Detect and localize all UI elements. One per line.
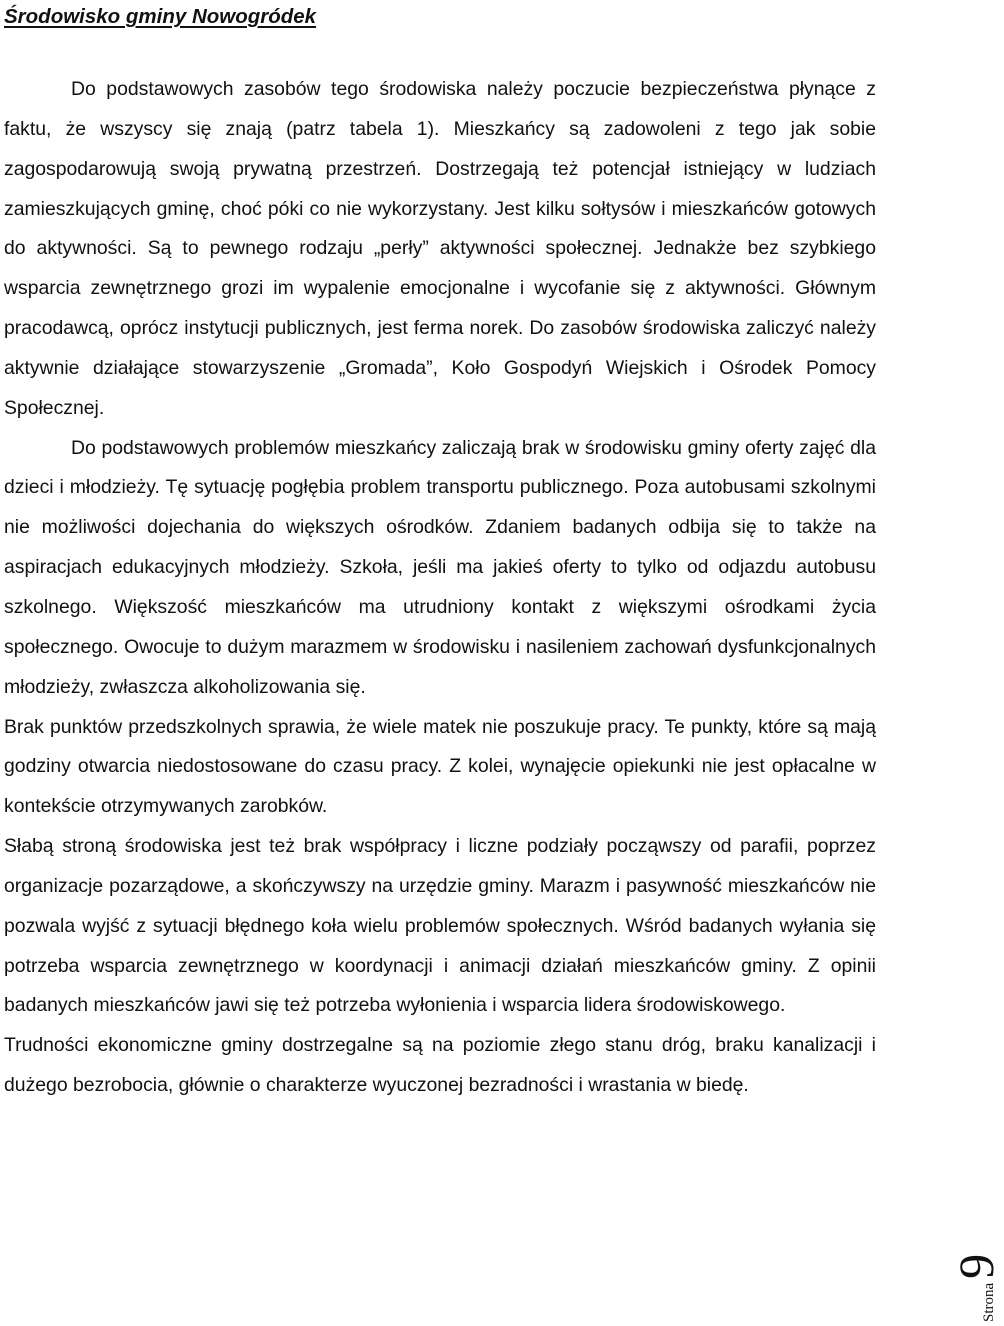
page-footer <box>916 1172 1004 1322</box>
document-page <box>4 0 876 1106</box>
paragraph-weakness: Słabą stroną środowiska jest też brak współpracy i liczne podziały począwszy od parafii, poprzez organizacje pozarządowe, a skończywszy na urzędzie gminy. Marazm i pasywność mieszkańców nie pozwala wyjść z sytuacji błędnego koła wielu problemów społecznych. Wśród badanych wyłania się potrzeba wsparcia zewnętrznego w koordynacji i animacji działań mieszkańców gminy. Z opinii badanych mieszkańców jawi się też potrzeba wyłonienia i wsparcia lidera środowiskowego. <box>4 835 876 1017</box>
document-body <box>4 70 876 1106</box>
page-number: 9 <box>948 1253 1004 1279</box>
paragraph-preschool: Brak punktów przedszkolnych sprawia, że wiele matek nie poszukuje pracy. Te punkty, które są mają godziny otwarcia niedostosowane do czasu pracy. Z kolei, wynajęcie opiekunki nie jest opłacalne w kontekście otrzymywanych zarobków. <box>4 715 876 818</box>
section-heading: Środowisko gminy Nowogródek <box>4 5 317 28</box>
paragraph-problems: Do podstawowych problemów mieszkańcy zaliczają brak w środowisku gminy oferty zajęć dla dzieci i młodzieży. Tę sytuację pogłębia problem transportu publicznego. Poza autobusami szkolnymi nie możliwości dojechania do większych ośrodków. Zdaniem badanych odbija się to także na aspiracjach edukacyjnych młodzieży. Szkoła, jeśli ma jakieś oferty to tylko od odjazdu autobusu szkolnego. Większość mieszkańców ma utrudniony kontakt z większymi ośrodkami życia społecznego. Owocuje to dużym marazmem w środowisku i nasileniem zachowań dysfunkcjonalnych młodzieży, zwłaszcza alkoholizowania się. <box>4 436 876 698</box>
paragraph-resources: Do podstawowych zasobów tego środowiska należy poczucie bezpieczeństwa płynące z faktu, że wszyscy się znają (patrz tabela 1). Mieszkańcy są zadowoleni z tego jak sobie zagospodarowują swoją prywatną przestrzeń. Dostrzegają też potencjał istniejący w ludziach zamieszkujących gminę, choć póki co nie wykorzystany. Jest kilku sołtysów i mieszkańców gotowych do aktywności. Są to pewnego rodzaju „perły” aktywności społecznej. Jednakże bez szybkiego wsparcia zewnętrznego grozi im wypalenie emocjonalne i wycofanie się z aktywności. Głównym pracodawcą, oprócz instytucji publicznych, jest ferma norek. Do zasobów środowiska zaliczyć należy aktywnie działające stowarzyszenie „Gromada”, Koło Gospodyń Wiejskich i Ośrodek Pomocy Społecznej. <box>4 78 876 419</box>
paragraph-economy: Trudności ekonomiczne gminy dostrzegalne są na poziomie złego stanu dróg, braku kanalizacji i dużego bezrobocia, głównie o charakterze wyuczonej bezradności i wrastania w biedę. <box>4 1034 876 1097</box>
page-label: Strona <box>981 1282 997 1322</box>
